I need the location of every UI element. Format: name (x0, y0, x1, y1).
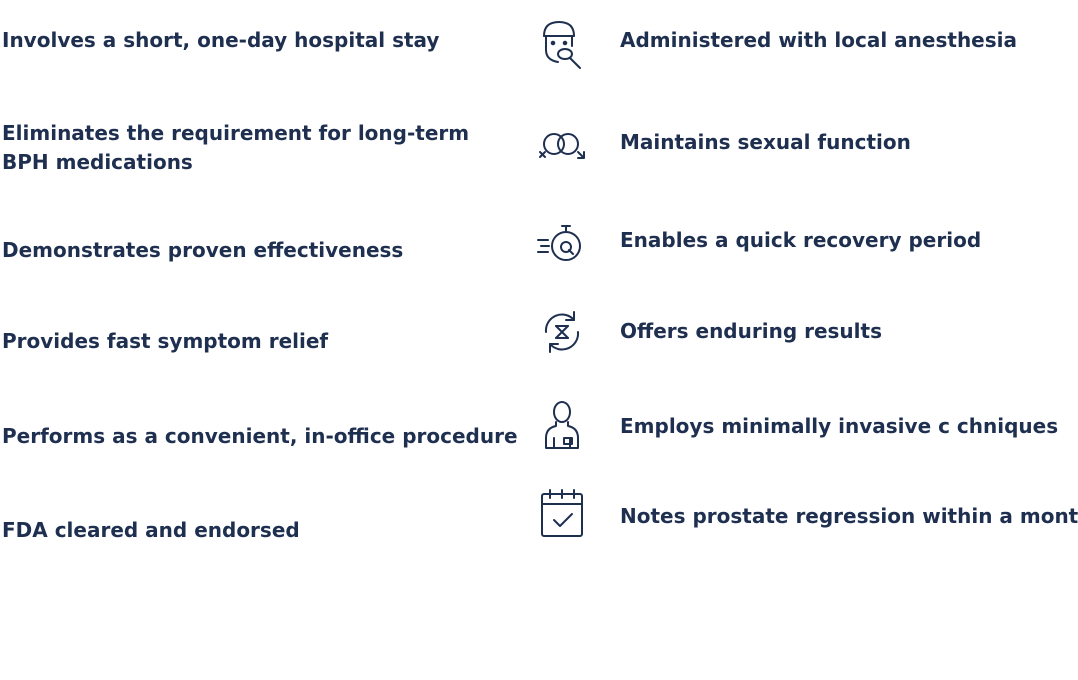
benefit-no-medication-line1: Eliminates the requirement for long-term (2, 121, 470, 145)
benefit-sexual-function: Maintains sexual function (620, 130, 911, 154)
benefit-quick-recovery: Enables a quick recovery period (620, 228, 982, 252)
benefit-prostate-regression: Notes prostate regression within a mont (620, 504, 1078, 528)
benefit-fast-relief: Provides fast symptom relief (2, 329, 329, 353)
person-device-icon (532, 398, 592, 450)
linked-rings-icon (532, 118, 592, 170)
benefit-enduring-results: Offers enduring results (620, 319, 882, 343)
benefit-fda-cleared: FDA cleared and endorsed (2, 518, 300, 542)
benefit-proven-effectiveness: Demonstrates proven effectiveness (2, 238, 404, 262)
calendar-check-icon (532, 488, 592, 540)
benefit-local-anesthesia: Administered with local anesthesia (620, 28, 1018, 52)
benefit-in-office: Performs as a convenient, in-office procedure (2, 424, 518, 448)
benefit-no-medication-line2: BPH medications (2, 150, 193, 174)
stopwatch-speed-icon (532, 216, 592, 268)
patient-mask-icon (532, 16, 592, 68)
benefit-short-stay: Involves a short, one-day hospital stay (2, 28, 440, 52)
cycle-hourglass-icon (532, 306, 592, 358)
benefit-minimally-invasive: Employs minimally invasive c chniques (620, 414, 1059, 438)
